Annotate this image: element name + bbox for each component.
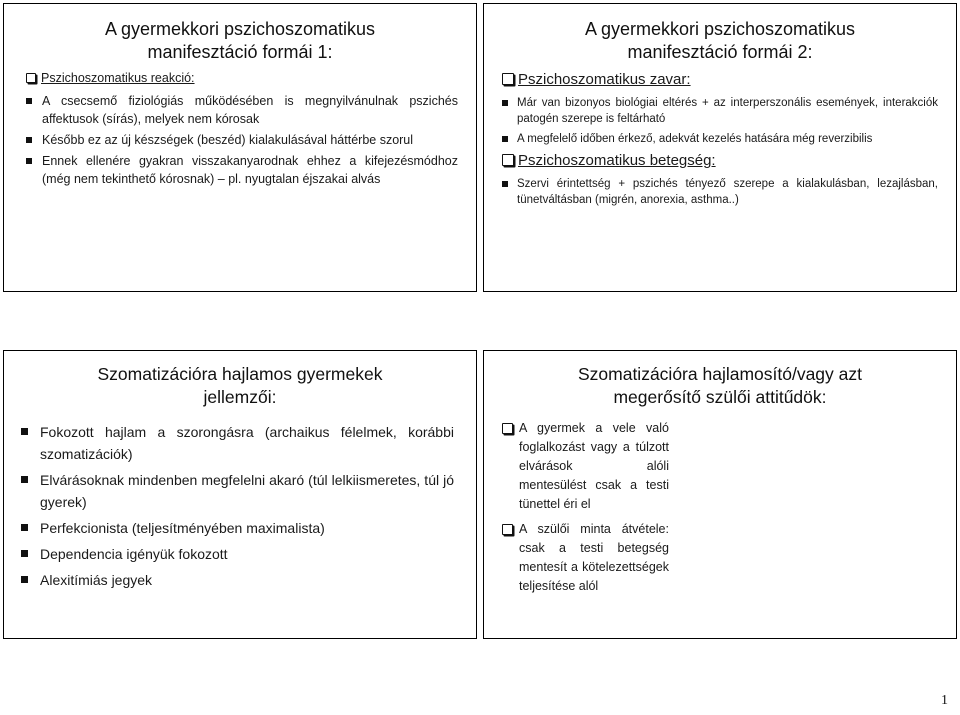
- slide-1: [3, 3, 477, 292]
- list-item: [502, 131, 938, 147]
- slide-3-body: [21, 421, 454, 595]
- slide-4-body: [502, 419, 934, 602]
- slide-2-bullet-list-2: [502, 176, 938, 208]
- slide-3-title: [4, 363, 476, 409]
- list-item-text: Ennek ellenére gyakran visszakanyarodnak ehhez a kifejezésmódhoz (még nem tekinthető kórosnak) – pl. nyugtalan éjszakai alvás: [42, 154, 458, 186]
- list-item: [502, 176, 938, 208]
- list-item: [21, 469, 454, 513]
- list-item-text: A megfelelő időben érkező, adekvát kezelés hatására még reverzibilis: [517, 133, 873, 145]
- square-bullet-icon: [502, 181, 508, 187]
- list-item-text: A csecsemő fiziológiás működésében is megnyilvánulnak pszichés affektusok (sírás), melyek nem kórosak: [42, 94, 458, 126]
- list-item: [502, 419, 934, 514]
- slide-2-heading-2: [502, 151, 938, 170]
- square-bullet-icon: [502, 136, 508, 142]
- slide-2-title-line-2: manifesztáció formái 2:: [627, 42, 813, 62]
- list-item: [26, 152, 458, 188]
- slide-3: [3, 350, 477, 639]
- list-item: [502, 95, 938, 127]
- checkbox-bullet-icon: [502, 73, 514, 85]
- list-item: [21, 543, 454, 565]
- checkbox-bullet-icon: [502, 423, 513, 434]
- list-item: [21, 517, 454, 539]
- slide-1-title-line-1: A gyermekkori pszichoszomatikus: [104, 19, 376, 39]
- list-item-text: Már van bizonyos biológiai eltérés + az interperszonális események, interakciók patogén szerepe is feltárható: [517, 97, 938, 125]
- slide-2-heading-1: [502, 70, 938, 89]
- slide-1-title-line-2: manifesztáció formái 1:: [147, 42, 333, 62]
- list-item-text: Fokozott hajlam a szorongásra (archaikus félelmek, korábbi szomatizációk): [40, 424, 454, 462]
- page-number: 1: [941, 693, 948, 708]
- slide-1-heading: [26, 70, 458, 87]
- slide-2-heading-1-label: Pszichoszomatikus zavar:: [518, 71, 691, 88]
- square-bullet-icon: [21, 476, 28, 483]
- list-item: [502, 520, 934, 596]
- slide-2-title: [484, 18, 956, 64]
- list-item-text: Elvárásoknak mindenben megfelelni akaró (túl lelkiismeretes, túl jó gyerek): [40, 472, 454, 510]
- slide-4-title-line-1: Szomatizációra hajlamosító/vagy azt: [577, 364, 863, 384]
- list-item: [26, 131, 458, 149]
- square-bullet-icon: [26, 158, 32, 164]
- slide-1-title: [4, 18, 476, 64]
- list-item-text: A gyermek a vele való foglalkozást vagy a túlzott elvárások alóli mentesülést csak a testi tünettel éri el: [519, 421, 669, 511]
- list-item-text: Később ez az új készségek (beszéd) kialakulásával háttérbe szorul: [42, 133, 414, 147]
- list-item-text: Alexitímiás jegyek: [40, 572, 153, 588]
- square-bullet-icon: [26, 98, 32, 104]
- slide-3-title-line-1: Szomatizációra hajlamos gyermekek: [97, 364, 383, 384]
- slide-2: [483, 3, 957, 292]
- slide-3-title-line-2: jellemzői:: [203, 387, 277, 407]
- slide-4: [483, 350, 957, 639]
- list-item-text: A szülői minta átvétele: csak a testi betegség mentesít a kötelezettségek teljesítése alól: [519, 522, 669, 593]
- square-bullet-icon: [502, 100, 508, 106]
- slide-4-title: [484, 363, 956, 409]
- checkbox-bullet-icon: [26, 73, 36, 83]
- slide-2-title-line-1: A gyermekkori pszichoszomatikus: [584, 19, 856, 39]
- square-bullet-icon: [26, 137, 32, 143]
- square-bullet-icon: [21, 524, 28, 531]
- slide-1-heading-label: Pszichoszomatikus reakció:: [41, 71, 195, 85]
- slide-1-bullet-list: [26, 92, 458, 188]
- list-item-text: Perfekcionista (teljesítményében maximalista): [40, 520, 325, 536]
- square-bullet-icon: [21, 550, 28, 557]
- checkbox-bullet-icon: [502, 524, 513, 535]
- slide-1-body: [26, 70, 458, 191]
- slide-2-bullet-list-1: [502, 95, 938, 147]
- slide-4-title-line-2: megerősítő szülői attitűdök:: [613, 387, 827, 407]
- checkbox-bullet-icon: [502, 154, 514, 166]
- list-item-text: Dependencia igényük fokozott: [40, 546, 228, 562]
- list-item: [26, 92, 458, 128]
- slide-3-bullet-list: [21, 421, 454, 591]
- square-bullet-icon: [21, 428, 28, 435]
- square-bullet-icon: [21, 576, 28, 583]
- slide-2-body: [502, 68, 938, 212]
- list-item-text: Szervi érintettség + pszichés tényező szerepe a kialakulásban, lezajlásban, tünetváltásban (migrén, anorexia, asthma..): [517, 178, 938, 206]
- list-item: [21, 421, 454, 465]
- slide-2-heading-2-label: Pszichoszomatikus betegség:: [518, 152, 716, 169]
- list-item: [21, 569, 454, 591]
